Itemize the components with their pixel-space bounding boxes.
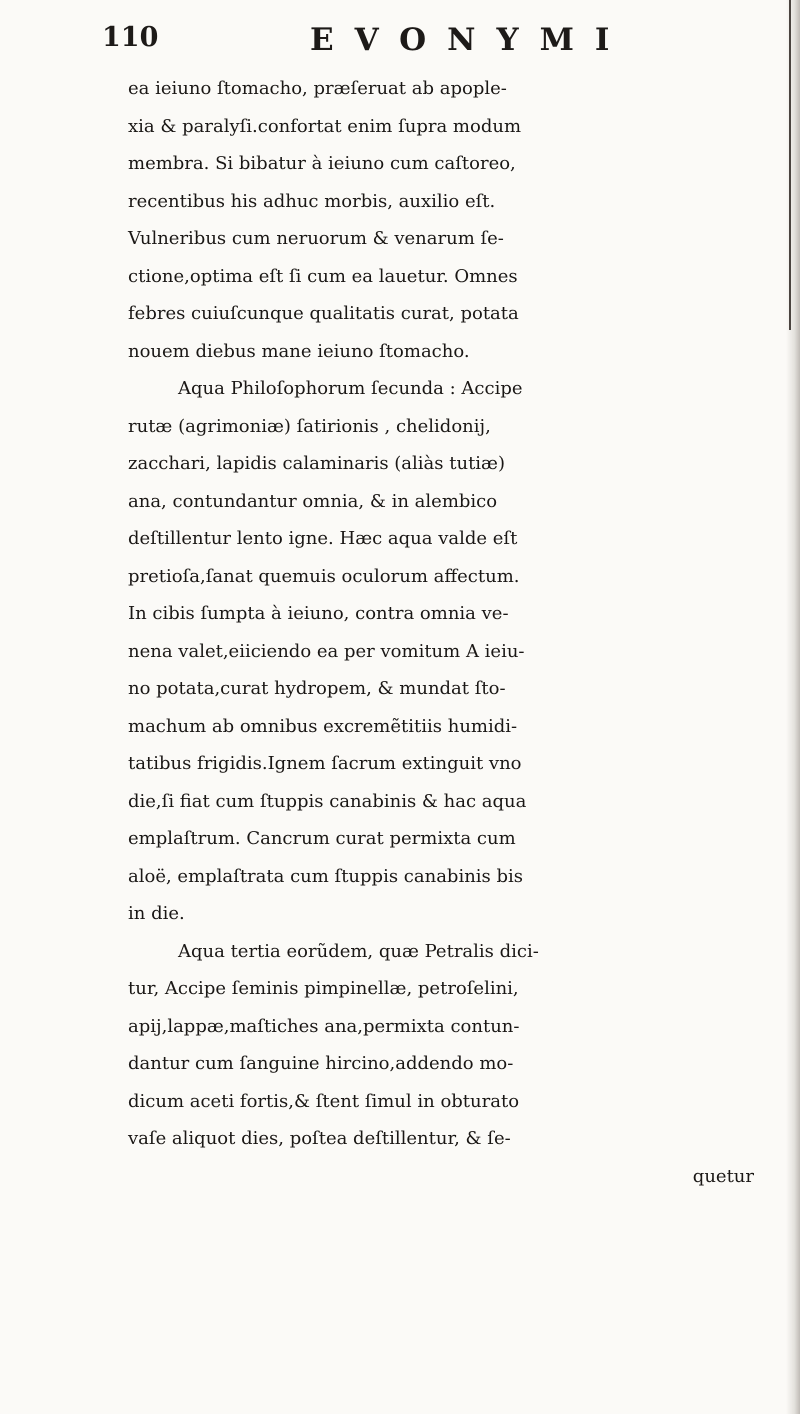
text-line: vaſe aliquot dies, poſtea deſtillentur, & ſe- [128,1128,511,1149]
text-line: dicum aceti fortis,& ſtent ſimul in obturato [128,1090,520,1112]
text-line: tatibus frigidis.Ignem ſacrum extinguit vno [128,753,522,774]
text-line: die,ſi fiat cum ſtuppis canabinis & hac aqua [128,790,527,812]
text-line: nouem diebus mane ieiuno ſtomacho. [128,340,470,362]
text-line: febres cuiuſcunque qualitatis curat, potata [128,303,519,324]
text-line: tur, Accipe ſeminis pimpinellæ, petroſelini, [128,978,519,999]
body-text [128,70,788,1195]
text-line: no potata,curat hydropem, & mundat ſto- [128,678,506,699]
text-line: Vulneribus cum neruorum & venarum ſe- [128,228,504,249]
text-line: apij,lappæ,maſtiches ana,permixta contun- [128,1015,520,1037]
text-line: rutæ (agrimoniæ) ſatirionis , chelidonij, [128,415,491,437]
text-line: xia & paralyſi.confortat enim ſupra modum [128,115,522,137]
text-line: pretioſa,ſanat quemuis oculorum affectum. [128,565,520,587]
text-line: in die. [128,903,185,924]
page-header [102,22,742,62]
text-line: recentibus his adhuc morbis, auxilio eſt. [128,190,496,212]
page-number: 110 [102,22,159,53]
text-line: nena valet,eiiciendo ea per vomitum A ieiu- [128,640,525,662]
text-line: In cibis ſumpta à ieiuno, contra omnia ve- [128,603,509,624]
text-line: membra. Si bibatur à ieiuno cum caſtoreo, [128,153,516,174]
running-head: EVONYMI [310,22,631,58]
page-edge-line [789,0,791,330]
catchword: quetur [692,1165,754,1187]
text-line: ctione,optima eſt ſi cum ea lauetur. Omnes [128,265,518,287]
text-line: aloë, emplaſtrata cum ſtuppis canabinis bis [128,865,524,887]
text-line: machum ab omnibus excremẽtitiis humidi- [128,715,518,737]
text-line: ea ieiuno ſtomacho, præſeruat ab apople- [128,78,507,99]
text-line: deſtillentur lento igne. Hæc aqua valde eſt [128,528,518,549]
paragraph-start-line: Aqua tertia eorũdem, quæ Petralis dici- [178,940,539,962]
text-line: ana, contundantur omnia, & in alembico [128,490,498,512]
text-line: zacchari, lapidis calaminaris (aliàs tutiæ) [128,453,505,474]
text-line: dantur cum ſanguine hircino,addendo mo- [128,1053,514,1074]
paragraph-start-line: Aqua Philoſophorum ſecunda : Accipe [178,378,523,399]
text-line: emplaſtrum. Cancrum curat permixta cum [128,828,516,849]
